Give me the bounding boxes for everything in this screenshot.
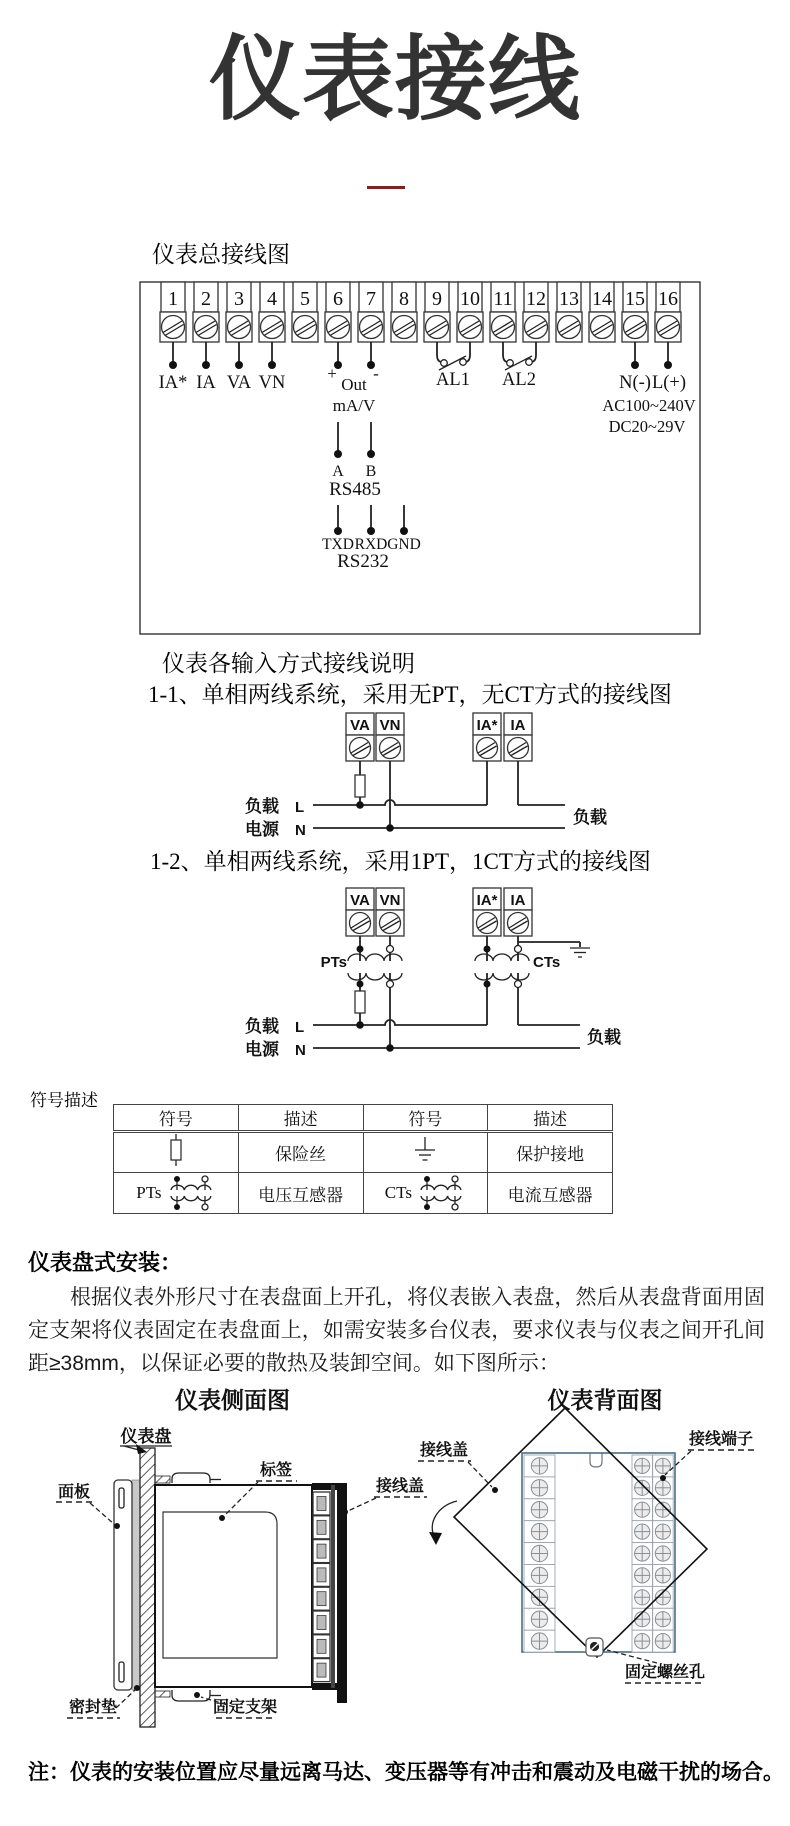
svg-text:+: + <box>327 364 337 383</box>
svg-text:8: 8 <box>399 288 409 310</box>
svg-text:AC100~240V: AC100~240V <box>602 396 696 415</box>
wiring-diagram-1-1 <box>235 710 655 848</box>
svg-text:IA: IA <box>510 717 526 734</box>
diagram-1-2-caption: 1-2、单相两线系统，采用1PT，1CT方式的接线图 <box>150 849 651 874</box>
load-right-label: 负载 <box>573 808 607 827</box>
fuse-symbol-cell <box>114 1132 239 1173</box>
back-view-title: 仪表背面图 <box>547 1388 663 1413</box>
main-diagram-heading: 仪表总接线图 <box>152 242 290 267</box>
pts-label: PTs <box>320 954 347 971</box>
svg-text:RS485: RS485 <box>329 479 381 500</box>
diagram-1-1-caption: 1-1、单相两线系统，采用无PT，无CT方式的接线图 <box>148 682 672 707</box>
terminal-strip <box>160 282 681 342</box>
fuse-icon <box>164 1133 188 1167</box>
svg-text:A: A <box>332 463 344 480</box>
svg-text:10: 10 <box>460 288 480 310</box>
svg-text:5: 5 <box>300 288 310 310</box>
fuse-icon <box>355 991 365 1013</box>
svg-text:3: 3 <box>234 288 244 310</box>
col-desc-2: 描述 <box>488 1105 613 1132</box>
install-heading: 仪表盘式安装： <box>28 1250 183 1275</box>
source-label: 电源 <box>245 1040 279 1059</box>
transformer-icon <box>416 1173 466 1213</box>
line-n-label: N <box>295 822 306 839</box>
panel-wall <box>140 1448 155 1727</box>
gasket-strip <box>132 1480 140 1690</box>
load-label: 负载 <box>245 1017 279 1036</box>
power-supply <box>602 342 695 436</box>
svg-text:12: 12 <box>526 288 546 310</box>
svg-text:TXD: TXD <box>322 536 354 553</box>
ct-transformer <box>475 936 590 1025</box>
alarm-relay-2 <box>502 342 536 390</box>
ground-icon <box>410 1136 440 1164</box>
wire-cover-label: 接线盖 <box>419 1442 469 1459</box>
svg-text:GND: GND <box>387 536 421 553</box>
panel-label: 仪表盘 <box>120 1427 172 1446</box>
line-l-label: L <box>295 1019 305 1036</box>
svg-text:6: 6 <box>333 288 343 310</box>
pt-transformer <box>321 936 402 1048</box>
pts-label: PTs <box>136 1183 162 1202</box>
svg-text:AL1: AL1 <box>436 370 470 390</box>
wire-cover-label: 接线盖 <box>375 1478 425 1495</box>
svg-text:9: 9 <box>432 288 442 310</box>
bottom-bracket <box>155 1690 221 1701</box>
fixing-screw <box>586 1638 603 1656</box>
fuse-icon <box>355 775 365 797</box>
svg-text:11: 11 <box>493 288 513 310</box>
pt-desc: 电压互感器 <box>238 1173 363 1214</box>
svg-text:IA*: IA* <box>158 373 188 393</box>
svg-text:-: - <box>373 364 379 383</box>
symbol-table <box>113 1104 613 1214</box>
rear-terminal-strip <box>312 1483 347 1703</box>
cts-label: CTs <box>384 1183 412 1202</box>
wires <box>313 761 565 832</box>
front-panel-label: 面板 <box>57 1484 91 1501</box>
ground-desc: 保护接地 <box>488 1132 613 1173</box>
svg-text:RS232: RS232 <box>337 551 389 572</box>
svg-text:mA/V: mA/V <box>332 396 376 415</box>
svg-text:1: 1 <box>168 288 178 310</box>
rotate-arrow-icon <box>432 1501 457 1538</box>
svg-text:AL2: AL2 <box>502 370 536 390</box>
svg-text:L(+): L(+) <box>651 373 687 393</box>
input-section-heading: 仪表各输入方式接线说明 <box>162 651 415 676</box>
svg-text:VN: VN <box>379 892 401 909</box>
svg-text:16: 16 <box>658 288 678 310</box>
bottom-note: 注：仪表的安装位置应尽量远离马达、变压器等有冲击和震动及电磁干扰的场合。 <box>28 1761 784 1784</box>
svg-text:VN: VN <box>379 717 401 734</box>
table-row <box>114 1132 613 1173</box>
tag-label: 标签 <box>259 1462 293 1479</box>
terminal-block-label: 接线端子 <box>688 1431 754 1448</box>
line-l-label: L <box>295 799 305 816</box>
svg-text:DC20~29V: DC20~29V <box>608 417 686 436</box>
pt-symbol-cell <box>114 1173 239 1214</box>
front-bezel <box>114 1480 132 1690</box>
symbol-table-heading: 符号描述 <box>30 1091 98 1110</box>
svg-text:VA: VA <box>226 373 252 393</box>
fuse-desc: 保险丝 <box>238 1132 363 1173</box>
svg-text:B: B <box>365 463 377 480</box>
alarm-relay-1 <box>436 342 470 390</box>
analog-output <box>327 342 379 415</box>
ground-symbol-cell <box>363 1132 488 1173</box>
svg-text:7: 7 <box>366 288 376 310</box>
load-right-label: 负载 <box>587 1028 621 1047</box>
col-symbol-2: 符号 <box>363 1105 488 1132</box>
svg-text:Out: Out <box>341 375 367 394</box>
page-title: 仪表接线 <box>208 29 581 131</box>
label-area <box>163 1512 277 1658</box>
symbol-table-header-row <box>114 1105 613 1132</box>
svg-text:N(-): N(-) <box>619 373 651 393</box>
svg-text:VA: VA <box>350 717 370 734</box>
screw-hole-label: 固定螺丝孔 <box>624 1664 706 1681</box>
svg-text:14: 14 <box>592 288 612 310</box>
arrowhead-icon <box>429 1532 442 1545</box>
source-label: 电源 <box>245 820 279 839</box>
svg-text:13: 13 <box>559 288 579 310</box>
gasket-label: 密封垫 <box>68 1699 118 1716</box>
ct-desc: 电流互感器 <box>488 1173 613 1214</box>
terminal-screws-left <box>524 1455 555 1652</box>
svg-text:2: 2 <box>201 288 211 310</box>
svg-text:IA: IA <box>510 892 526 909</box>
svg-text:IA*: IA* <box>476 717 498 734</box>
ct-symbol-cell <box>363 1173 488 1214</box>
title-divider <box>367 186 405 189</box>
main-wiring-diagram <box>135 272 705 640</box>
svg-text:VN: VN <box>258 373 286 393</box>
col-symbol-1: 符号 <box>114 1105 239 1132</box>
ground-icon <box>570 948 590 957</box>
svg-text:IA*: IA* <box>476 892 498 909</box>
wiring-diagram-1-2 <box>235 885 695 1070</box>
top-bracket <box>155 1473 221 1483</box>
cts-label: CTs <box>533 954 561 971</box>
svg-text:IA: IA <box>196 373 216 393</box>
terminal-screws-right <box>632 1455 673 1652</box>
input-wires <box>159 342 286 393</box>
diagram-frame <box>140 282 700 634</box>
svg-text:VA: VA <box>350 892 370 909</box>
svg-text:RXD: RXD <box>354 536 388 553</box>
side-view-diagram <box>40 1400 440 1735</box>
transformer-icon <box>166 1173 216 1213</box>
bracket-label: 固定支架 <box>212 1699 278 1716</box>
install-paragraph: 根据仪表外形尺寸在表盘面上开孔，将仪表嵌入表盘，然后从表盘背面用固定支架将仪表固定在表盘面上，如需安装多台仪表，要求仪表与仪表之间开孔间距≥38mm，以保证必要的散热及装卸空间。如下图所示： <box>28 1286 765 1375</box>
line-n-label: N <box>295 1042 306 1059</box>
svg-text:15: 15 <box>625 288 645 310</box>
rs485-port <box>329 422 381 500</box>
table-row <box>114 1173 613 1214</box>
svg-text:4: 4 <box>267 288 277 310</box>
side-view-title: 仪表侧面图 <box>175 1388 290 1413</box>
back-view-diagram <box>415 1400 780 1700</box>
col-desc-1: 描述 <box>238 1105 363 1132</box>
load-label: 负载 <box>245 797 279 816</box>
wires <box>313 1020 580 1052</box>
rs232-port <box>322 505 421 572</box>
